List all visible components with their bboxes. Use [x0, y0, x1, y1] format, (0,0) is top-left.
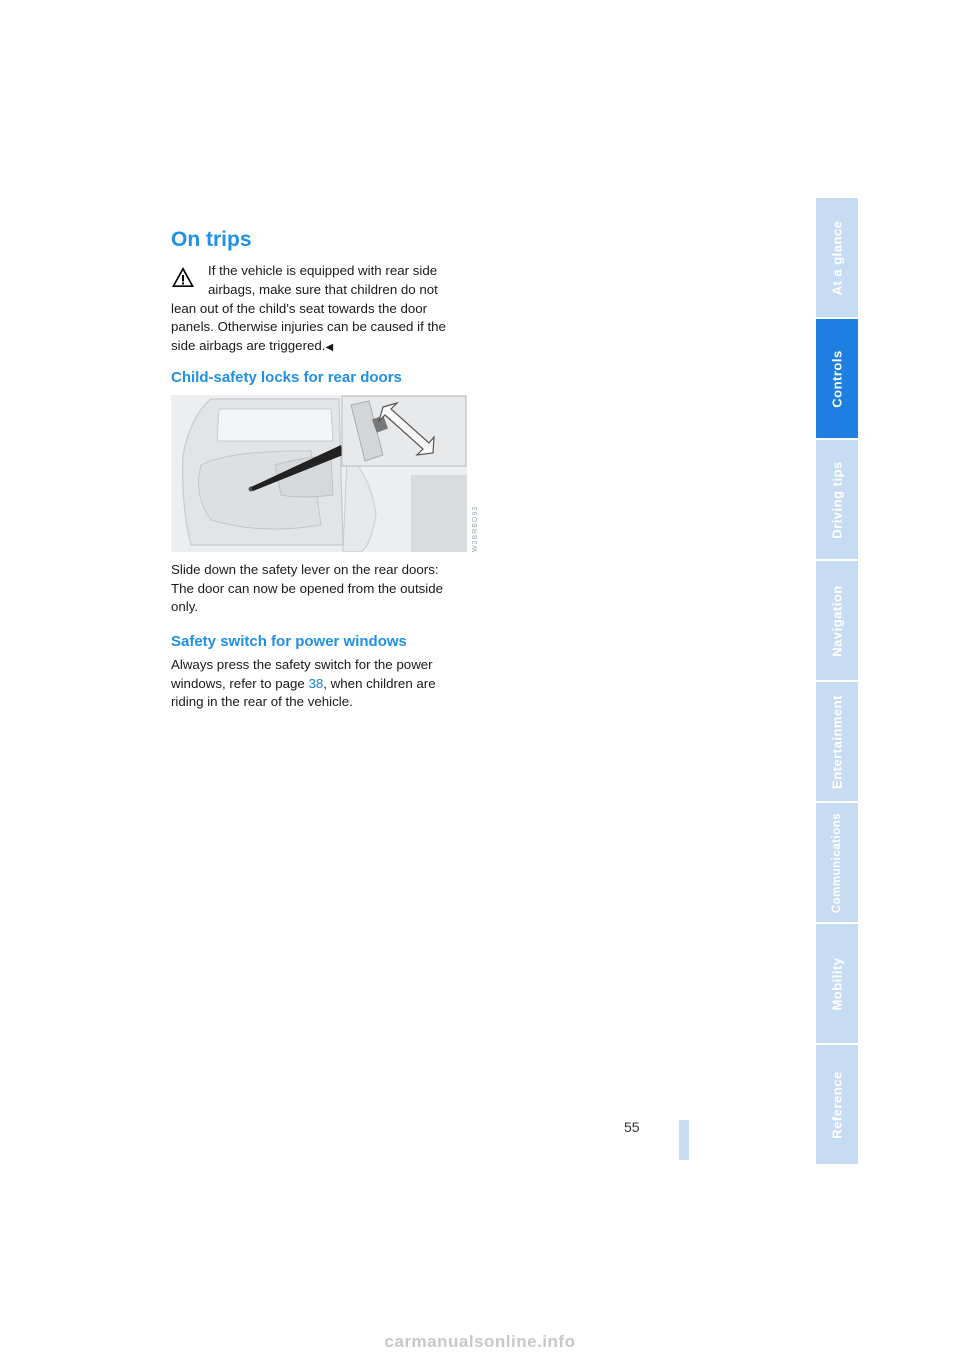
safety-switch-line-2a: windows, refer to page [171, 675, 309, 691]
warning-line-1: If the vehicle is equipped with rear side [208, 263, 438, 278]
child-safety-line-3: only. [171, 599, 199, 614]
child-safety-line-2: The door can now be opened from the outside [171, 580, 444, 596]
sidebar-tab-label: Communications [831, 812, 843, 913]
end-mark: ◀ [325, 342, 334, 354]
warning-line-5: side airbags are triggered. [171, 338, 326, 354]
page-number: 55 [624, 1119, 640, 1135]
safety-switch-line-3: riding in the rear of the vehicle. [171, 694, 353, 709]
sidebar-tab-label: Mobility [829, 956, 845, 1011]
child-safety-title: Child-safety locks for rear doors [171, 369, 402, 386]
section-title: On trips [171, 228, 252, 251]
sidebar-tab-navigation[interactable] [816, 561, 858, 680]
warning-line-4: panels. Otherwise injuries can be caused if the [171, 319, 446, 335]
watermark: carmanualsonline.info [384, 1332, 576, 1351]
sidebar-tab-mobility[interactable] [816, 924, 858, 1043]
safety-switch-title: Safety switch for power windows [171, 633, 407, 650]
sidebar-tab-label: Navigation [829, 584, 845, 657]
sidebar-tab-controls[interactable] [816, 319, 858, 438]
safety-switch-line-1: Always press the safety switch for the power [171, 657, 433, 672]
figure-code: W3BRBO93 [472, 505, 479, 552]
safety-switch-line-2b: , when children are [323, 675, 436, 691]
sidebar-tab-communications[interactable] [816, 803, 858, 922]
sidebar-tab-label: Controls [829, 349, 845, 408]
sidebar-tab-reference[interactable] [816, 1045, 858, 1164]
child-safety-text [171, 561, 471, 617]
warning-line-2: airbags, make sure that children do not [208, 281, 438, 297]
warning-line-3: lean out of the child's seat towards the door [171, 300, 428, 316]
sidebar-tab-label: Entertainment [829, 694, 845, 789]
sidebar-tab-label: Driving tips [829, 460, 845, 539]
chapter-sidebar [816, 198, 858, 1166]
sidebar-tab-at-a-glance[interactable] [816, 198, 858, 317]
page-reference-link[interactable]: 38 [308, 675, 324, 691]
sidebar-tab-driving-tips[interactable] [816, 440, 858, 559]
sidebar-tab-label: Reference [829, 1070, 845, 1139]
sidebar-tab-entertainment[interactable] [816, 682, 858, 801]
page-number-bar [679, 1120, 689, 1160]
sidebar-tab-label: At a glance [829, 220, 845, 295]
warning-text [171, 262, 467, 358]
safety-switch-text [171, 656, 471, 712]
door-illustration [171, 395, 467, 552]
child-safety-line-1: Slide down the safety lever on the rear doors: [171, 562, 439, 577]
